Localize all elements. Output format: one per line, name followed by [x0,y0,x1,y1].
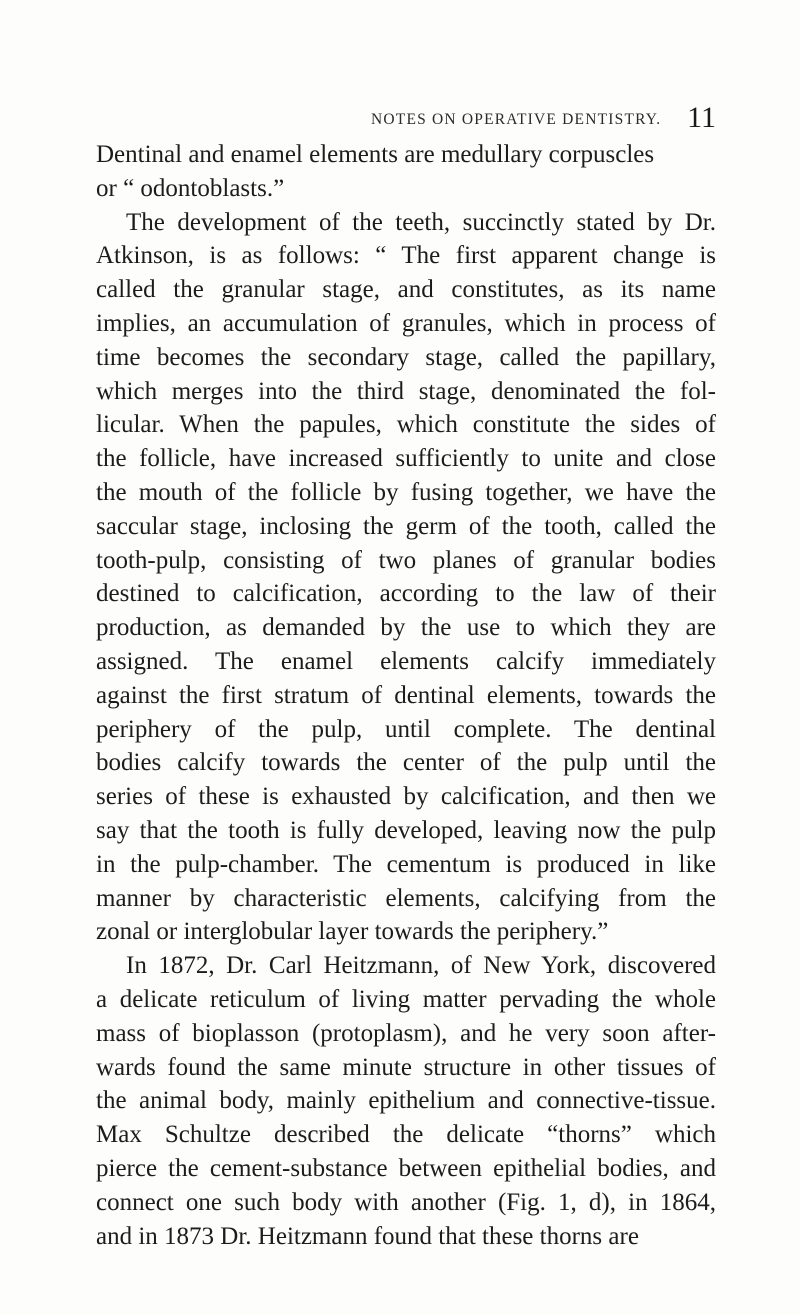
text-line: manner by characteristic elements, calcifying from the [96,884,716,912]
text-line: licular. When the papules, which constitute the sides of [96,411,716,439]
text-line: In 1872, Dr. Carl Heitzmann, of New York, discovered [126,952,716,980]
text-line: pierce the cement-substance between epithelial bodies, and [96,1154,716,1182]
text-line: time becomes the secondary stage, called the papillary, [96,343,716,371]
text-line: the mouth of the follicle by fusing together, we have the [96,478,716,506]
text-line: a delicate reticulum of living matter pervading the whole [96,985,716,1013]
text-line: against the first stratum of dentinal elements, towards the [96,681,716,709]
text-line: in the pulp-chamber. The cementum is produced in like [96,850,716,878]
text-line: implies, an accumulation of granules, which in process of [96,309,716,337]
text-line: bodies calcify towards the center of the pulp until the [96,749,716,777]
page-number: 11 [687,101,716,134]
text-line: say that the tooth is fully developed, leaving now the pulp [96,816,716,844]
text-line: series of these is exhausted by calcification, and then we [96,783,716,811]
body-text [96,138,716,1253]
text-line: the animal body, mainly epithelium and connective-tissue. [96,1087,716,1115]
text-line: mass of bioplasson (protoplasm), and he very soon after- [96,1019,716,1047]
text-line: connect one such body with another (Fig. 1, d), in 1864, [96,1188,716,1216]
text-line: the follicle, have increased sufficiently to unite and close [96,445,716,473]
text-line: Atkinson, is as follows: “ The first apparent change is [96,242,716,270]
text-line: zonal or interglobular layer towards the periphery.” [96,918,609,946]
text-line: destined to calcification, according to the law of their [96,580,716,608]
text-line: saccular stage, inclosing the germ of the tooth, called the [96,512,716,540]
text-line: called the granular stage, and constitutes, as its name [96,276,716,304]
text-line: which merges into the third stage, denominated the fol- [96,377,716,405]
text-line: periphery of the pulp, until complete. The dentinal [96,715,716,743]
text-line: production, as demanded by the use to which they are [96,614,716,642]
text-line: Dentinal and enamel elements are medullary corpuscles [96,141,655,168]
text-line: Max Schultze described the delicate “thorns” which [96,1121,716,1149]
text-line: and in 1873 Dr. Heitzmann found that these thorns are [96,1222,639,1250]
text-line: tooth-pulp, consisting of two planes of granular bodies [96,546,716,574]
text-line: The development of the teeth, succinctly stated by Dr. [126,208,716,236]
text-line: assigned. The enamel elements calcify immediately [96,647,716,675]
running-head [96,85,716,134]
text-line: wards found the same minute structure in other tissues of [96,1053,716,1081]
running-title: NOTES ON OPERATIVE DENTISTRY. [371,111,662,128]
text-line: or “ odontoblasts.” [96,174,285,202]
